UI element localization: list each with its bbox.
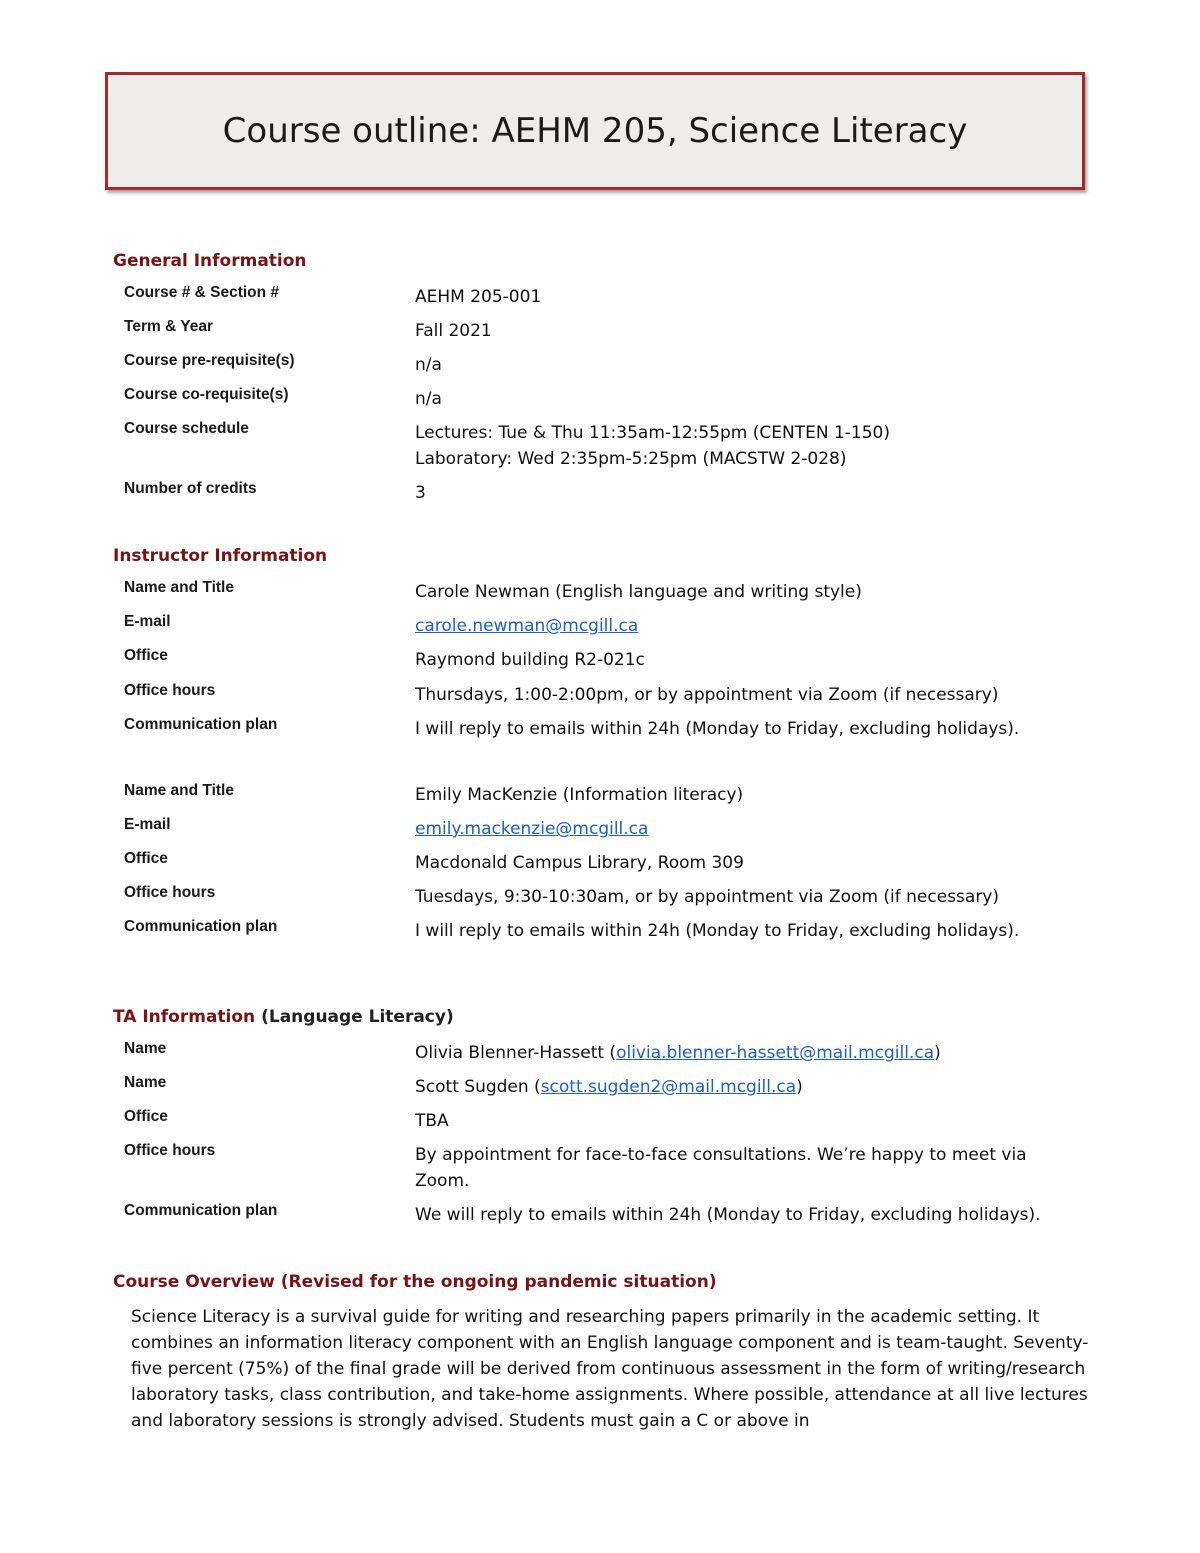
ta-name: Olivia Blenner-Hassett [415,1043,605,1063]
field-label: Name [124,1074,167,1091]
field-label: Office [124,850,168,867]
field-label: E-mail [124,613,171,630]
field-value: Tuesdays, 9:30-10:30am, or by appointment via Zoom (if necessary) [415,887,1000,907]
field-label: E-mail [124,816,171,833]
field-label: Office hours [124,682,216,699]
field-value: n/a [415,389,442,409]
instructor-heading: Instructor Information [113,546,328,566]
overview-heading: Course Overview (Revised for the ongoing pandemic situation) [113,1272,717,1292]
field-label: Number of credits [124,480,257,497]
field-label: Term & Year [124,318,214,335]
field-value-line2: Laboratory: Wed 2:35pm-5:25pm (MACSTW 2-028) [415,449,847,469]
field-value: I will reply to emails within 24h (Monday to Friday, excluding holidays). [415,921,1020,941]
general-heading: General Information [113,251,307,271]
field-value: We will reply to emails within 24h (Monday to Friday, excluding holidays). [415,1205,1041,1225]
ta-heading-suffix: (Language Literacy) [261,1007,454,1027]
field-value: AEHM 205-001 [415,287,542,307]
field-label: Communication plan [124,716,278,733]
field-label: Office hours [124,884,216,901]
field-label: Name and Title [124,782,234,799]
field-label: Name [124,1040,167,1057]
field-value: TBA [415,1111,449,1131]
field-label: Course co-requisite(s) [124,386,289,403]
email-link[interactable]: olivia.blenner-hassett@mail.mcgill.ca [616,1043,935,1063]
email-link[interactable]: carole.newman@mcgill.ca [415,616,639,636]
field-label: Office [124,1108,168,1125]
email-link[interactable]: scott.sugden2@mail.mcgill.ca [540,1077,797,1097]
field-value: Lectures: Tue & Thu 11:35am-12:55pm (CENTEN 1-150) [415,423,891,443]
field-label: Office hours [124,1142,216,1159]
field-value: 3 [415,483,426,503]
field-value: Fall 2021 [415,321,492,341]
instructor-name: Carole Newman (English language and writing style) [415,582,862,602]
field-label: Name and Title [124,579,234,596]
field-label: Office [124,647,168,664]
email-link[interactable]: emily.mackenzie@mcgill.ca [415,819,649,839]
field-label: Course schedule [124,420,249,437]
field-label: Communication plan [124,1202,278,1219]
title-box [105,72,1085,190]
overview-paragraph: Science Literacy is a survival guide for writing and researching papers primarily in the academic setting. It combines an information literacy component with an English language component and is team-taught. Seventy-five percent (75%) of the final grade will be derived from continuous assessment in the form of writing/research laboratory tasks, class contribution, and take-home assignments. Where possible, attendance at all live lectures and laboratory sessions is strongly advised. Students must gain a C or above in [131,1307,1089,1431]
field-value: I will reply to emails within 24h (Monday to Friday, excluding holidays). [415,719,1020,739]
instructor-name: Emily MacKenzie (Information literacy) [415,785,744,805]
ta-name: Scott Sugden [415,1077,529,1097]
field-label: Communication plan [124,918,278,935]
field-value: n/a [415,355,442,375]
field-label: Course pre-requisite(s) [124,352,295,369]
page-title: Course outline: AEHM 205, Science Literacy [222,111,968,151]
field-value: Raymond building R2-021c [415,650,645,670]
ta-heading [113,1007,454,1027]
field-value: By appointment for face-to-face consultations. We’re happy to meet via Zoom. [415,1145,1027,1191]
field-label: Course # & Section # [124,284,280,301]
field-value: Macdonald Campus Library, Room 309 [415,853,744,873]
ta-heading-title: TA Information [113,1007,256,1027]
field-value: Thursdays, 1:00-2:00pm, or by appointment via Zoom (if necessary) [415,685,999,705]
